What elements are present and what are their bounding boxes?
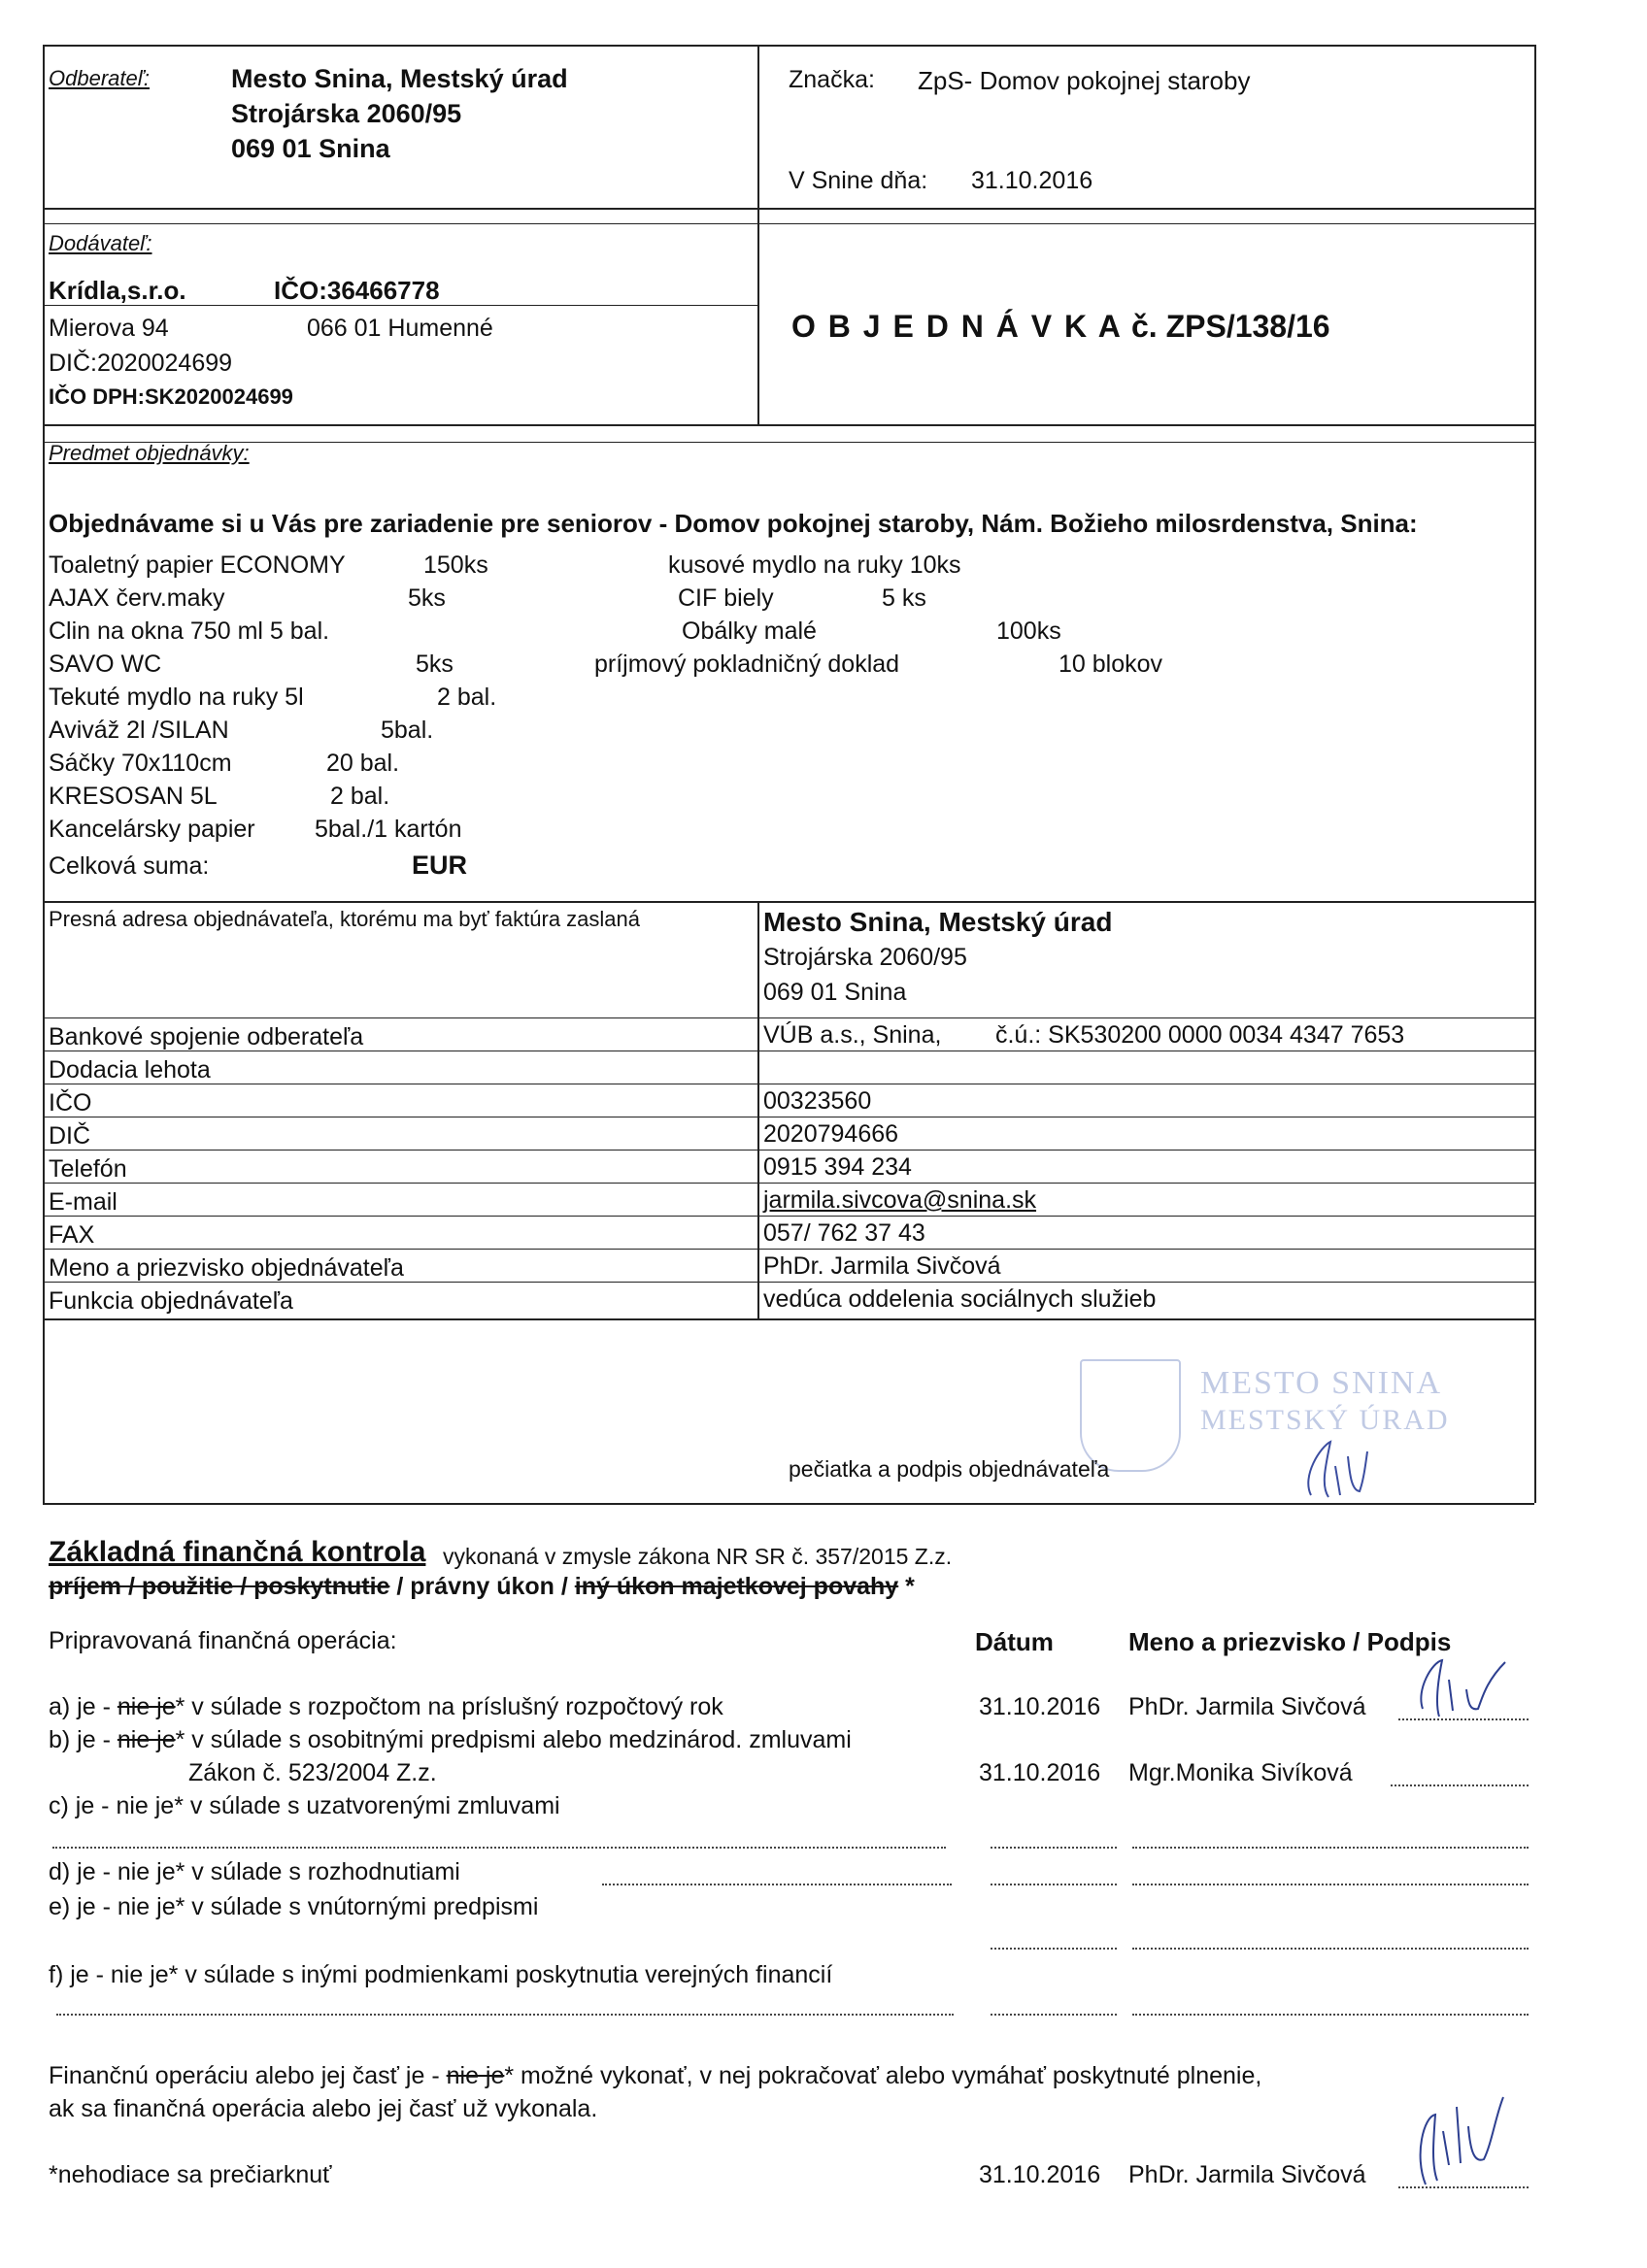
billing-mid-line bbox=[757, 901, 759, 1318]
billing-address-name: Mesto Snina, Mestský úrad bbox=[763, 907, 1113, 937]
list-item-qty: 2 bal. bbox=[330, 783, 390, 810]
list-item-qty: 10 blokov bbox=[1059, 650, 1163, 678]
control-b-name: Mgr.Monika Sivíková bbox=[1128, 1759, 1353, 1786]
list-item: Obálky malé bbox=[682, 617, 817, 645]
dotted-line bbox=[56, 2014, 954, 2016]
dotted-line bbox=[1132, 1884, 1529, 1885]
billing-row-value: VÚB a.s., Snina, č.ú.: SK530200 0000 0034 4347 7653 bbox=[763, 1021, 1405, 1049]
dotted-line bbox=[991, 1948, 1117, 1950]
date-label: V Snine dňa: bbox=[789, 167, 928, 194]
signature-final bbox=[1406, 2087, 1523, 2194]
znacka-label: Značka: bbox=[789, 66, 875, 93]
control-item-f: f) je - nie je* v súlade s inými podmienkami poskytnutia verejných financií bbox=[49, 1961, 833, 1988]
header-divider bbox=[43, 208, 1534, 210]
list-item-qty: 5bal. bbox=[381, 717, 434, 744]
billing-row-value: vedúca oddelenia sociálnych služieb bbox=[763, 1285, 1157, 1313]
control-item-d: d) je - nie je* v súlade s rozhodnutiami bbox=[49, 1858, 460, 1885]
odberatel-label: Odberateľ: bbox=[49, 66, 151, 90]
header-divider-2 bbox=[43, 223, 1534, 224]
footnote: *nehodiace sa prečiarknuť bbox=[49, 2161, 332, 2188]
list-item: Toaletný papier ECONOMY bbox=[49, 551, 346, 579]
dotted-line bbox=[991, 1847, 1117, 1849]
billing-row-label: Funkcia objednávateľa bbox=[49, 1287, 293, 1315]
strike-text: iný úkon majetkovej povahy bbox=[574, 1573, 899, 1600]
supplier-city: 066 01 Humenné bbox=[307, 315, 493, 342]
frame-right bbox=[1534, 45, 1536, 1503]
billing-row-value: 0915 394 234 bbox=[763, 1153, 912, 1181]
control-a-name: PhDr. Jarmila Sivčová bbox=[1128, 1693, 1366, 1720]
znacka-value: ZpS- Domov pokojnej staroby bbox=[918, 66, 1251, 95]
control-line-2 bbox=[49, 1573, 915, 1601]
control-b-date: 31.10.2016 bbox=[979, 1759, 1101, 1786]
subject-intro: Objednávame si u Vás pre zariadenie pre seniorov - Domov pokojnej staroby, Nám. Božieho milosrdenstva, Snina: bbox=[49, 509, 1418, 538]
control-item-b: b) je - nie je* v súlade s osobitnými predpismi alebo medzinárod. zmluvami bbox=[49, 1726, 852, 1753]
list-item-qty: 2 bal. bbox=[437, 684, 497, 711]
order-number: č. ZPS/138/16 bbox=[1131, 309, 1330, 344]
list-item-qty: 20 bal. bbox=[326, 750, 400, 777]
control-title-suffix: vykonaná v zmysle zákona NR SR č. 357/2015 Z.z. bbox=[443, 1544, 953, 1569]
control-b-law: Zákon č. 523/2004 Z.z. bbox=[188, 1759, 437, 1786]
billing-line-1 bbox=[43, 1017, 1534, 1018]
list-item: SAVO WC bbox=[49, 650, 162, 678]
signature-stamp bbox=[1292, 1427, 1389, 1505]
billing-row-value: 057/ 762 37 43 bbox=[763, 1219, 925, 1247]
header-mid-line bbox=[757, 45, 759, 424]
billing-address-city: 069 01 Snina bbox=[763, 979, 907, 1006]
supplier-name-underline bbox=[43, 305, 757, 306]
list-item-qty: 5 ks bbox=[882, 584, 926, 612]
billing-line-7 bbox=[43, 1216, 1534, 1217]
subject-label: Predmet objednávky: bbox=[49, 441, 250, 465]
supplier-ic-dph: IČO DPH:SK2020024699 bbox=[49, 384, 293, 409]
billing-line-5 bbox=[43, 1150, 1534, 1151]
supplier-dic: DIČ:2020024699 bbox=[49, 350, 233, 377]
final-date: 31.10.2016 bbox=[979, 2161, 1101, 2188]
billing-row-label: Bankové spojenie odberateľa bbox=[49, 1023, 364, 1051]
control-item-c: c) je - nie je* v súlade s uzatvorenými zmluvami bbox=[49, 1792, 560, 1819]
supplier-divider-2 bbox=[43, 442, 1534, 443]
billing-line-8 bbox=[43, 1249, 1534, 1250]
billing-address-street: Strojárska 2060/95 bbox=[763, 944, 967, 971]
billing-row-label: IČO bbox=[49, 1089, 92, 1117]
email-link[interactable]: jarmila.sivcova@snina.sk bbox=[763, 1186, 1037, 1214]
supplier-name: Krídla,s.r.o. bbox=[49, 276, 186, 305]
control-item-e: e) je - nie je* v súlade s vnútornými predpismi bbox=[49, 1893, 539, 1920]
total-currency: EUR bbox=[412, 850, 468, 880]
stamp-line-2: MESTSKÝ ÚRAD bbox=[1200, 1404, 1450, 1436]
list-item: Kancelársky papier bbox=[49, 816, 255, 843]
total-label: Celková suma: bbox=[49, 852, 210, 880]
odberatel-street: Strojárska 2060/95 bbox=[231, 99, 462, 128]
supplier-divider bbox=[43, 424, 1534, 426]
signature-a bbox=[1408, 1651, 1515, 1728]
subject-divider bbox=[43, 901, 1534, 903]
billing-row-label: Dodacia lehota bbox=[49, 1056, 211, 1084]
final-statement-line-1: Finančnú operáciu alebo jej časť je - nie je* možné vykonať, v nej pokračovať alebo vymáhať poskytnuté plnenie, bbox=[49, 2062, 1262, 2089]
mid-text: / právny úkon / bbox=[389, 1573, 575, 1600]
list-item: Aviváž 2l /SILAN bbox=[49, 717, 229, 744]
list-item-qty: 100ks bbox=[996, 617, 1061, 645]
strike-text: príjem / použitie / poskytnutie bbox=[49, 1573, 390, 1600]
billing-row-label: Telefón bbox=[49, 1155, 127, 1183]
list-item: AJAX červ.maky bbox=[49, 584, 225, 612]
list-item: Tekuté mydlo na ruky 5l bbox=[49, 684, 304, 711]
dotted-line bbox=[602, 1884, 952, 1885]
dotted-line bbox=[1132, 1847, 1529, 1849]
end-text: * bbox=[898, 1573, 915, 1600]
list-item: Clin na okna 750 ml 5 bal. bbox=[49, 617, 330, 645]
billing-address-label: Presná adresa objednávateľa, ktorému ma byť faktúra zaslaná bbox=[49, 907, 641, 931]
final-statement-line-2: ak sa finančná operácia alebo jej časť už vykonala. bbox=[49, 2095, 598, 2122]
list-item: Sáčky 70x110cm bbox=[49, 750, 232, 777]
list-item-qty: 5ks bbox=[416, 650, 454, 678]
list-item-qty: 5ks bbox=[408, 584, 446, 612]
col-name-header: Meno a priezvisko / Podpis bbox=[1128, 1627, 1452, 1656]
billing-row-label: DIČ bbox=[49, 1122, 91, 1150]
dotted-line bbox=[52, 1847, 946, 1849]
billing-line-6 bbox=[43, 1183, 1534, 1184]
order-title: O B J E D N Á V K A bbox=[791, 309, 1123, 344]
dotted-line bbox=[991, 2014, 1117, 2016]
list-item: príjmový pokladničný doklad bbox=[594, 650, 900, 678]
date-value: 31.10.2016 bbox=[971, 167, 1093, 194]
col-date-header: Dátum bbox=[975, 1627, 1054, 1656]
supplier-ico: IČO:36466778 bbox=[274, 276, 440, 305]
control-title: Základná finančná kontrola bbox=[49, 1536, 426, 1568]
billing-row-label: E-mail bbox=[49, 1188, 118, 1216]
list-item-qty: 150ks bbox=[423, 551, 488, 579]
supplier-street: Mierova 94 bbox=[49, 315, 169, 342]
control-item-a: a) je - nie je* v súlade s rozpočtom na príslušný rozpočtový rok bbox=[49, 1693, 723, 1720]
dotted-line bbox=[991, 1884, 1117, 1885]
stamp-line-1: MESTO SNINA bbox=[1200, 1365, 1443, 1401]
billing-line-10 bbox=[43, 1318, 1534, 1320]
list-item: KRESOSAN 5L bbox=[49, 783, 218, 810]
prepared-label: Pripravovaná finančná operácia: bbox=[49, 1627, 397, 1654]
stamp-emblem-icon bbox=[1080, 1359, 1181, 1472]
dotted-line bbox=[1132, 1948, 1529, 1950]
odberatel-name: Mesto Snina, Mestský úrad bbox=[231, 64, 568, 93]
billing-row-value: 2020794666 bbox=[763, 1120, 899, 1148]
billing-row-label: Meno a priezvisko objednávateľa bbox=[49, 1254, 404, 1282]
list-item: kusové mydlo na ruky 10ks bbox=[668, 551, 961, 579]
frame-top bbox=[43, 45, 1534, 47]
stamp-label: pečiatka a podpis objednávateľa bbox=[789, 1456, 1110, 1482]
final-name: PhDr. Jarmila Sivčová bbox=[1128, 2161, 1366, 2188]
list-item-qty: 5bal./1 kartón bbox=[315, 816, 462, 843]
signature-line bbox=[1391, 1784, 1529, 1786]
dotted-line bbox=[1132, 2014, 1529, 2016]
billing-row-value: PhDr. Jarmila Sivčová bbox=[763, 1252, 1001, 1280]
supplier-label: Dodávateľ: bbox=[49, 231, 152, 255]
list-item: CIF biely bbox=[678, 584, 774, 612]
odberatel-city: 069 01 Snina bbox=[231, 134, 390, 163]
billing-row-value: 00323560 bbox=[763, 1087, 872, 1115]
control-a-date: 31.10.2016 bbox=[979, 1693, 1101, 1720]
billing-row-label: FAX bbox=[49, 1221, 95, 1249]
frame-left bbox=[43, 45, 45, 1503]
